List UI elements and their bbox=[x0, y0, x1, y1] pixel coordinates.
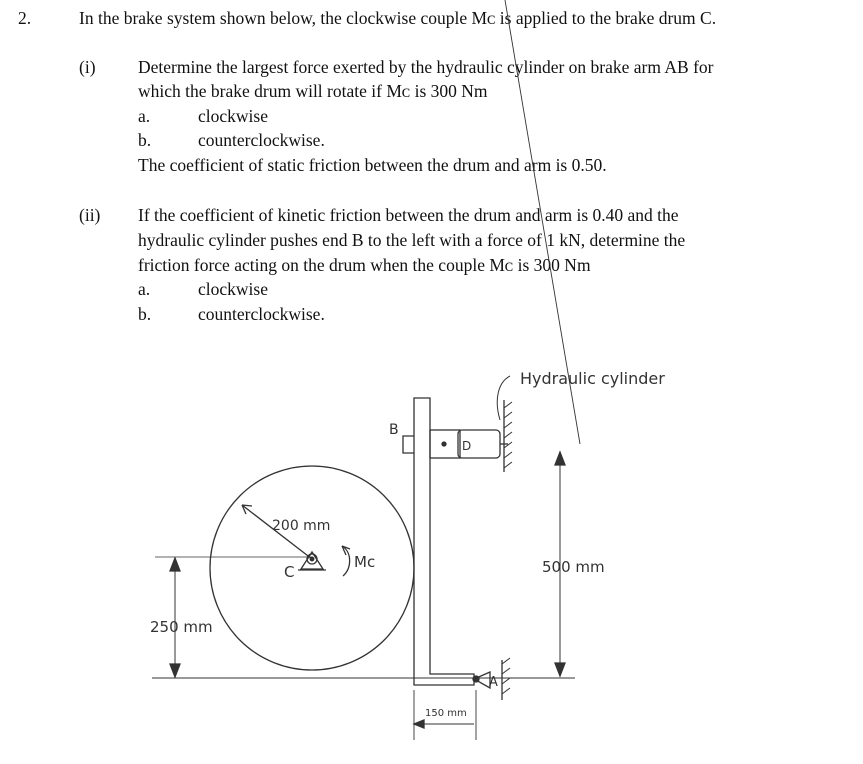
part-ii-option-b-text: counterclockwise. bbox=[198, 304, 325, 324]
part-ii-line2: hydraulic cylinder pushes end B to the left with a force of 1 kN, determine the bbox=[138, 230, 686, 250]
brake-drum bbox=[210, 466, 414, 670]
support-a-hatch bbox=[502, 658, 510, 694]
part-ii-label: (ii) bbox=[79, 205, 101, 225]
radius-label: 200 mm bbox=[272, 518, 331, 534]
point-b-label: B bbox=[389, 422, 399, 438]
couple-arrow bbox=[342, 546, 350, 576]
offset-150-label: 150 mm bbox=[425, 708, 467, 719]
dim-150-left-arrow bbox=[414, 720, 424, 728]
dim-250-bottom-arrow bbox=[170, 664, 180, 677]
part-i-option-b-text: counterclockwise. bbox=[198, 130, 325, 150]
part-i-line2: which the brake drum will rotate if Mᴄ is 300 Nm bbox=[138, 81, 488, 101]
question-number: 2. bbox=[18, 8, 32, 28]
height-500-label: 500 mm bbox=[542, 558, 605, 576]
point-d-label: D bbox=[462, 439, 472, 453]
couple-label: Mc bbox=[354, 553, 376, 571]
part-i-option-b-letter: b. bbox=[138, 130, 152, 150]
question-intro: In the brake system shown below, the clockwise couple Mᴄ is applied to the brake drum C. bbox=[79, 8, 717, 28]
dim-250-top-arrow bbox=[170, 558, 180, 571]
hydraulic-cylinder-label: Hydraulic cylinder bbox=[520, 369, 665, 388]
part-i-option-a-letter: a. bbox=[138, 106, 151, 126]
point-c-label: C bbox=[284, 563, 295, 581]
part-ii-line3: friction force acting on the drum when the couple Mᴄ is 300 Nm bbox=[138, 255, 591, 275]
height-250-label: 250 mm bbox=[150, 618, 213, 636]
part-i-label: (i) bbox=[79, 57, 96, 77]
cylinder-wall-hatch bbox=[504, 402, 512, 468]
part-ii-option-a-text: clockwise bbox=[198, 279, 268, 299]
part-i-note: The coefficient of static friction between the drum and arm is 0.50. bbox=[138, 155, 607, 175]
dim-500-bottom-arrow bbox=[555, 663, 565, 676]
dim-500-top-arrow bbox=[555, 452, 565, 465]
point-a-label: A bbox=[489, 675, 498, 690]
pin-b-dot bbox=[442, 442, 446, 446]
part-i-option-a-text: clockwise bbox=[198, 106, 268, 126]
part-i-line1: Determine the largest force exerted by the hydraulic cylinder on brake arm AB for bbox=[138, 57, 714, 77]
part-ii-line1: If the coefficient of kinetic friction between the drum and arm is 0.40 and the bbox=[138, 205, 679, 225]
pin-a-dot bbox=[473, 676, 479, 682]
end-b-hook bbox=[403, 436, 414, 453]
part-ii-option-a-letter: a. bbox=[138, 279, 151, 299]
part-ii-option-b-letter: b. bbox=[138, 304, 152, 324]
